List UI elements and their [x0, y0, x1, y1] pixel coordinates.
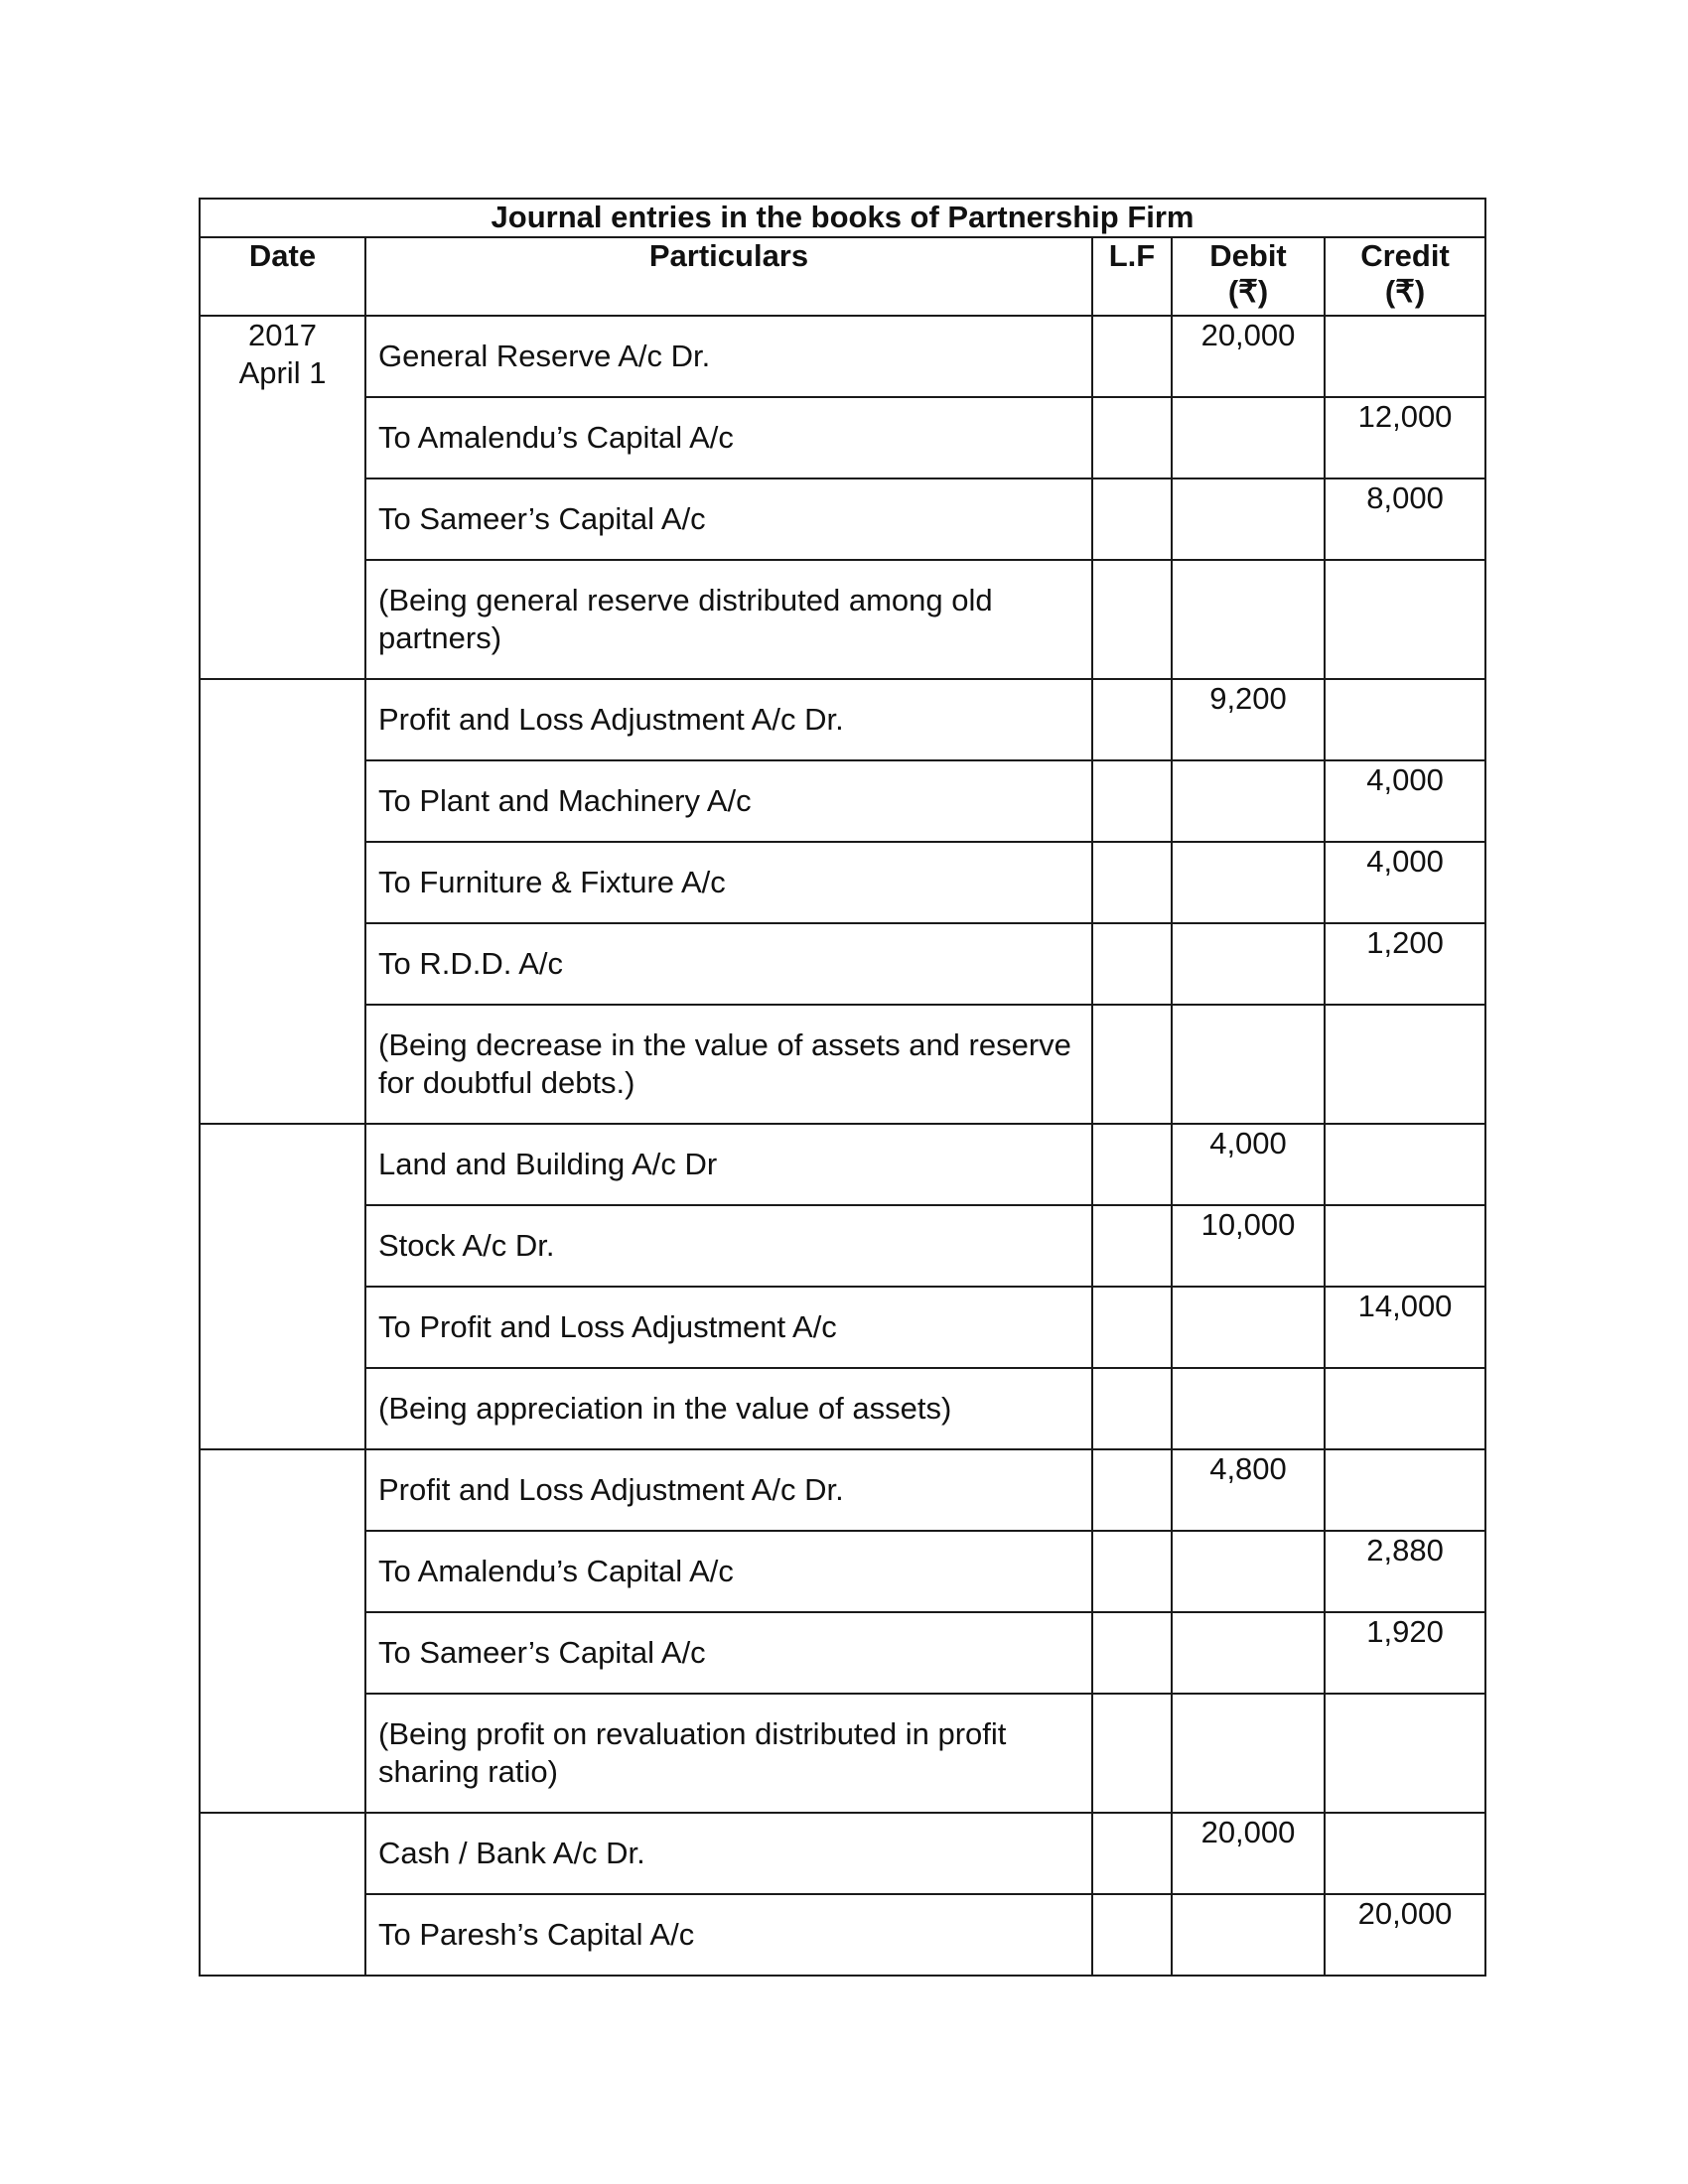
date-day: April 1 [238, 355, 327, 390]
date-cell [200, 1449, 365, 1813]
credit-cell: 4,000 [1325, 760, 1485, 842]
debit-cell: 20,000 [1172, 1813, 1325, 1894]
table-row [200, 679, 1485, 760]
debit-cell [1172, 1531, 1325, 1612]
lf-cell [1092, 1287, 1172, 1368]
debit-cell: 4,800 [1172, 1449, 1325, 1531]
credit-cell: 1,920 [1325, 1612, 1485, 1694]
credit-cell: 14,000 [1325, 1287, 1485, 1368]
credit-cell [1325, 1694, 1485, 1813]
debit-cell [1172, 1612, 1325, 1694]
particulars-cell: To R.D.D. A/c [365, 923, 1092, 1005]
credit-cell [1325, 560, 1485, 679]
debit-cell: 20,000 [1172, 316, 1325, 397]
debit-cell [1172, 478, 1325, 560]
credit-cell: 20,000 [1325, 1894, 1485, 1976]
particulars-cell: To Paresh’s Capital A/c [365, 1894, 1092, 1976]
table-row [200, 1531, 1485, 1612]
lf-cell [1092, 679, 1172, 760]
lf-cell [1092, 316, 1172, 397]
date-year: 2017 [248, 318, 317, 352]
lf-cell [1092, 1205, 1172, 1287]
table-row [200, 397, 1485, 478]
particulars-cell: To Sameer’s Capital A/c [365, 1612, 1092, 1694]
credit-cell: 4,000 [1325, 842, 1485, 923]
debit-cell [1172, 1894, 1325, 1976]
table-row [200, 316, 1485, 397]
credit-cell [1325, 1449, 1485, 1531]
credit-cell: 8,000 [1325, 478, 1485, 560]
credit-header-unit: (₹) [1384, 274, 1426, 309]
lf-cell [1092, 560, 1172, 679]
debit-header-unit: (₹) [1227, 274, 1269, 309]
credit-cell: 2,880 [1325, 1531, 1485, 1612]
narration-cell: (Being decrease in the value of assets and reserve for doubtful debts.) [365, 1005, 1092, 1124]
particulars-cell: Profit and Loss Adjustment A/c Dr. [365, 679, 1092, 760]
lf-cell [1092, 397, 1172, 478]
table-row [200, 1287, 1485, 1368]
particulars-cell: Stock A/c Dr. [365, 1205, 1092, 1287]
credit-cell [1325, 679, 1485, 760]
credit-cell [1325, 1368, 1485, 1449]
table-row [200, 1124, 1485, 1205]
table-row [200, 1612, 1485, 1694]
table-row [200, 478, 1485, 560]
table-row [200, 1205, 1485, 1287]
particulars-cell: To Amalendu’s Capital A/c [365, 397, 1092, 478]
lf-header: L.F [1092, 237, 1172, 316]
lf-cell [1092, 842, 1172, 923]
date-cell [200, 679, 365, 1124]
debit-cell: 4,000 [1172, 1124, 1325, 1205]
debit-cell [1172, 760, 1325, 842]
table-row [200, 760, 1485, 842]
table-row [200, 1449, 1485, 1531]
table-row [200, 1005, 1485, 1124]
lf-cell [1092, 923, 1172, 1005]
table-row [200, 923, 1485, 1005]
credit-cell [1325, 316, 1485, 397]
credit-cell: 12,000 [1325, 397, 1485, 478]
particulars-cell: Cash / Bank A/c Dr. [365, 1813, 1092, 1894]
debit-cell: 9,200 [1172, 679, 1325, 760]
table-row [200, 842, 1485, 923]
credit-header [1325, 237, 1485, 316]
credit-cell [1325, 1813, 1485, 1894]
credit-header-label: Credit [1360, 238, 1450, 273]
table-row [200, 560, 1485, 679]
table-row [200, 1368, 1485, 1449]
table-title: Journal entries in the books of Partnership Firm [200, 199, 1485, 237]
lf-cell [1092, 1612, 1172, 1694]
date-cell [200, 316, 365, 679]
debit-cell [1172, 1694, 1325, 1813]
particulars-header: Particulars [365, 237, 1092, 316]
particulars-cell: Profit and Loss Adjustment A/c Dr. [365, 1449, 1092, 1531]
table-row [200, 1894, 1485, 1976]
credit-cell: 1,200 [1325, 923, 1485, 1005]
date-cell [200, 1124, 365, 1449]
date-cell [200, 1813, 365, 1976]
credit-cell [1325, 1005, 1485, 1124]
particulars-cell: To Plant and Machinery A/c [365, 760, 1092, 842]
journal-table [199, 198, 1486, 1977]
debit-cell [1172, 1368, 1325, 1449]
debit-cell: 10,000 [1172, 1205, 1325, 1287]
lf-cell [1092, 1813, 1172, 1894]
debit-cell [1172, 397, 1325, 478]
credit-cell [1325, 1205, 1485, 1287]
debit-cell [1172, 1287, 1325, 1368]
particulars-cell: To Amalendu’s Capital A/c [365, 1531, 1092, 1612]
lf-cell [1092, 1005, 1172, 1124]
lf-cell [1092, 478, 1172, 560]
debit-cell [1172, 560, 1325, 679]
lf-cell [1092, 1449, 1172, 1531]
narration-cell: (Being profit on revaluation distributed in profit sharing ratio) [365, 1694, 1092, 1813]
table-row [200, 1694, 1485, 1813]
particulars-cell: To Profit and Loss Adjustment A/c [365, 1287, 1092, 1368]
lf-cell [1092, 1694, 1172, 1813]
credit-cell [1325, 1124, 1485, 1205]
particulars-cell: Land and Building A/c Dr [365, 1124, 1092, 1205]
date-header: Date [200, 237, 365, 316]
narration-cell: (Being appreciation in the value of assets) [365, 1368, 1092, 1449]
lf-cell [1092, 760, 1172, 842]
narration-cell: (Being general reserve distributed among old partners) [365, 560, 1092, 679]
lf-cell [1092, 1894, 1172, 1976]
table-row [200, 1813, 1485, 1894]
lf-cell [1092, 1531, 1172, 1612]
debit-cell [1172, 923, 1325, 1005]
debit-header-label: Debit [1209, 238, 1287, 273]
debit-header [1172, 237, 1325, 316]
debit-cell [1172, 1005, 1325, 1124]
particulars-cell: To Sameer’s Capital A/c [365, 478, 1092, 560]
lf-cell [1092, 1124, 1172, 1205]
particulars-cell: General Reserve A/c Dr. [365, 316, 1092, 397]
particulars-cell: To Furniture & Fixture A/c [365, 842, 1092, 923]
lf-cell [1092, 1368, 1172, 1449]
debit-cell [1172, 842, 1325, 923]
